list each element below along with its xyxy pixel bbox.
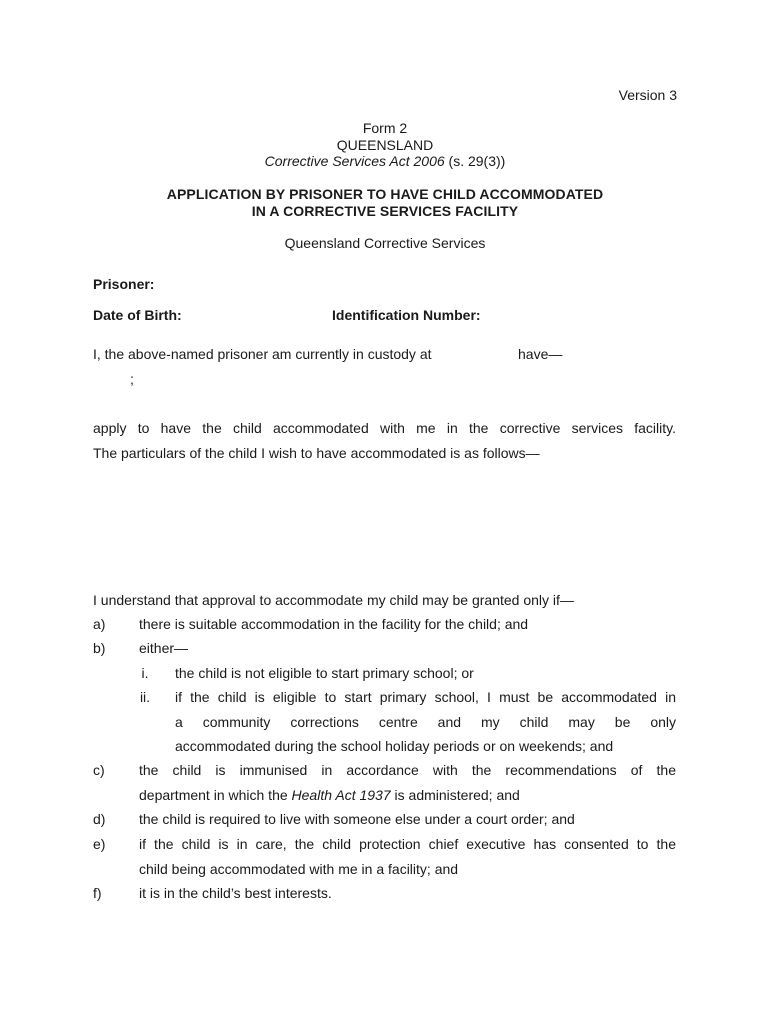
condition-e-marker: e) — [93, 836, 106, 852]
form-title-line-2: IN A CORRECTIVE SERVICES FACILITY — [251, 203, 519, 219]
condition-b-i-marker: i. — [141, 665, 149, 681]
version-label: Version 3 — [618, 87, 677, 103]
condition-c — [93, 758, 676, 808]
condition-b-ii-line-3: accommodated during the school holiday periods or on weekends; and — [175, 738, 614, 754]
conditions-intro: I understand that approval to accommodate my child may be granted only if— — [93, 592, 574, 608]
condition-c-text — [139, 758, 676, 807]
condition-c-line-2-start: department in which the — [139, 786, 292, 803]
condition-a — [93, 612, 676, 637]
condition-b-i — [93, 661, 676, 686]
act-title: Corrective Services Act 2006 — [264, 153, 445, 169]
condition-c-marker: c) — [93, 762, 105, 778]
condition-b-i-text: the child is not eligible to start primary school; or — [175, 665, 474, 681]
condition-c-line-2 — [139, 783, 676, 808]
state-name: QUEENSLAND — [336, 137, 434, 153]
apply-line-2: The particulars of the child I wish to have accommodated is as follows— — [93, 444, 540, 461]
form-number: Form 2 — [362, 120, 408, 136]
condition-b-ii — [93, 685, 676, 759]
health-act-title: Health Act 1937 — [291, 786, 391, 803]
agency-name: Queensland Corrective Services — [284, 235, 486, 251]
id-number-label: Identification Number: — [332, 307, 481, 323]
condition-b-text: either— — [139, 640, 189, 656]
custody-statement: I, the above-named prisoner am currently in custody at — [93, 346, 432, 362]
form-title-line-1: APPLICATION BY PRISONER TO HAVE CHILD ACCOMMODATED — [166, 186, 604, 202]
prisoner-label: Prisoner: — [93, 276, 155, 292]
condition-d — [93, 807, 676, 832]
apply-paragraph — [93, 416, 676, 465]
condition-b-ii-marker: ii. — [139, 689, 151, 705]
condition-a-text: there is suitable accommodation in the facility for the child; and — [139, 616, 529, 632]
condition-f-marker: f) — [93, 885, 102, 901]
condition-e-line-1: if the child is in care, the child protection chief executive has consented to the — [139, 836, 676, 852]
condition-b-ii-line-2: a community corrections centre and my child may be only — [175, 713, 676, 730]
condition-b-marker: b) — [93, 640, 106, 656]
condition-b-ii-line-1: if the child is eligible to start primary school, I must be accommodated in — [175, 689, 676, 705]
condition-d-marker: d) — [93, 811, 106, 827]
condition-e — [93, 832, 676, 882]
apply-line-1: apply to have the child accommodated with me in the corrective services facility. — [93, 420, 676, 436]
custody-statement-end: have— — [518, 346, 563, 362]
condition-c-line-2-end: is administered; and — [390, 786, 520, 803]
condition-d-text: the child is required to live with someone else under a court order; and — [139, 811, 575, 827]
condition-e-text — [139, 832, 676, 881]
condition-e-line-2: child being accommodated with me in a facility; and — [139, 860, 459, 877]
custody-semicolon: ; — [130, 371, 134, 387]
condition-b — [93, 636, 676, 661]
dob-label: Date of Birth: — [93, 307, 182, 323]
condition-f — [93, 881, 676, 906]
condition-f-text: it is in the child’s best interests. — [139, 885, 332, 901]
condition-b-ii-text — [175, 685, 676, 759]
condition-c-line-1: the child is immunised in accordance with the recommendations of the — [139, 762, 676, 778]
act-section: (s. 29(3)) — [444, 153, 506, 169]
condition-a-marker: a) — [93, 616, 106, 632]
act-reference — [0, 153, 770, 169]
